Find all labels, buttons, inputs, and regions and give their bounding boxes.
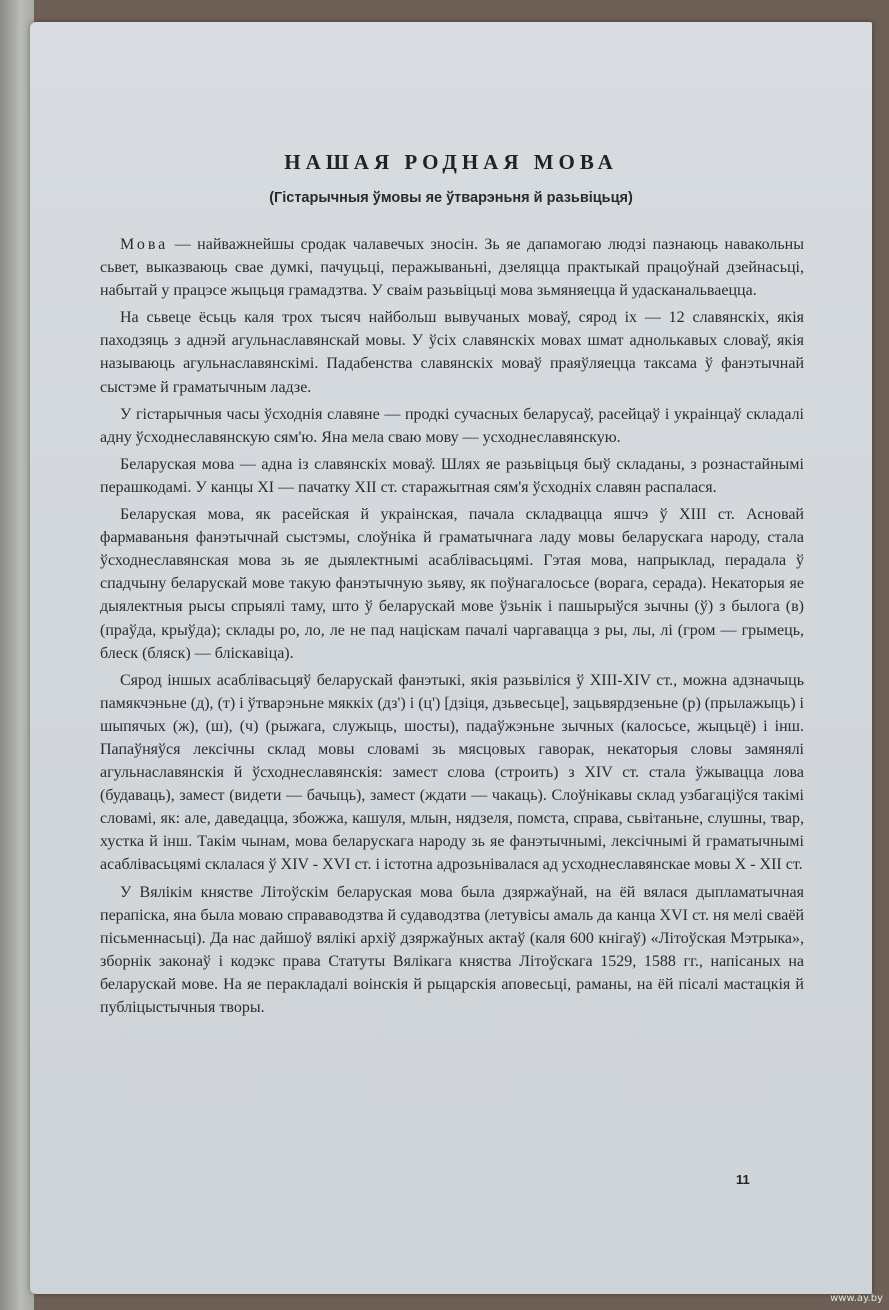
lead-word: Мова [120,236,169,253]
paragraph: Беларуская мова, як расейская й украінская, пачала складвацца яшчэ ў XIII ст. Асновай фармаваньня фанэтычнай сыстэмы, слоўніка й граматычнага ладу мовы беларускага народу, стала ўсходнеславянская мова зь яе дыялектнымі асаблівасьцямі. Гэтая мова, напрыклад, перадала ў спадчыну беларускай мове такую фанэтычную зьяву, як поўнагалосьсе (ворага, серада). Некаторыя яе дыялектныя рысы спрыялі таму, што ў беларускай мове ўзьнік і пашырыўся зычны (ў) з былога (в) (праўда, крыўда); склады ро, ло, ле не пад націскам пачалі чаргавацца з ры, лы, лі (гром — грымець, блеск (бляск) — бліскавіца). [100,506,804,662]
paragraph: Беларуская мова — адна із славянскіх моваў. Шлях яе разьвіцьця быў складаны, з рознастайнымі перашкодамі. У канцы XI — пачатку XII ст. старажытная сям'я ўсходніх славян распалася. [100,455,804,496]
page-number: 11 [736,1172,750,1187]
page-subtitle: (Гістарычныя ўмовы яе ўтварэньня й разьвіцьця) [269,190,633,206]
page-title: НАШАЯ РОДНАЯ МОВА [284,150,618,174]
paragraph: У Вялікім княстве Літоўскім беларуская мова была дзяржаўнай, на ёй вялася дыпламатычная перапіска, яна была моваю справаводзтва й судаводзтва (летувісы амаль да канца XVI ст. ня мелі сваёй пісьменнасьці). Да нас дайшоў вялікі архіў дзяржаўных актаў (каля 600 кнігаў) «Літоўская Мэтрыка», зборнік законаў і кодэкс права Статуты Вялікага княства Літоўскага 1529, 1588 гг., напісаных на беларускай мове. На яе перакладалі воінскія й рыцарскія аповесьці, раманы, на ёй пісалі мастацкія й публіцыстычныя творы. [100,883,804,1016]
book-page [30,22,872,1294]
article-body [100,233,804,1023]
previous-page-edge [0,0,34,1310]
paragraph [100,233,804,302]
paragraph: На сьвеце ёсьць каля трох тысяч найбольш вывучаных моваў, сярод іх — 12 славянскіх, якія паходзяць з аднэй агульнаславянскай мовы. У ўсіх славянскіх мовах шмат аднолькавых словаў, якія называюць агульнаславянскімі. Падабенства славянскіх моваў праяўляецца таксама ў фанэтычнай сыстэме й граматычным ладзе. [100,309,804,396]
paragraph: Сярод іншых асаблівасьцяў беларускай фанэтыкі, якія разьвіліся ў XIII-XIV ст., можна адзначыць памякчэньне (д), (т) і ўтварэньне мяккіх (дз') і (ц') [дзіця, дзьвесьце], зацьвярдзеньне (р) (прылажыць) і шыпячых (ж), (ш), (ч) (рыжага, служыць, шосты), падаўжэньне зычных (калосьсе, жыцьцё) і інш. Папаўняўся лексічны склад мовы словамі зь мясцовых гаворак, некаторыя словы замянялі агульнаславянскія й ўсходнеславянскія: замест слова (строить) з XIV ст. стала ўжывацца лова (будаваць), замест (видети — бачыць), замест (ждати — чакаць). Слоўнікавы склад узбагаціўся такімі словамі, як: але, даведацца, збожжа, кашуля, млын, нядзеля, помста, справа, сьвітаньне, слушны, твар, хустка й інш. Такім чынам, мова беларускага народу зь яе фанэтычнымі, лексічнымі й граматычнымі асаблівасьцямі склалася ў XIV - XVI ст. і істотна адрозьнівалася ад усходнеславянскае мовы X - XII ст. [100,671,804,874]
paragraph: У гістарычныя часы ўсходнія славяне — продкі сучасных беларусаў, расейцаў і украінцаў складалі адну ўсходнеславянскую сям'ю. Яна мела сваю мову — усходнеславянскую. [100,405,804,446]
paragraph-text: — найважнейшы сродак чалавечых зносін. Зь яе дапамогаю людзі пазнаюць навакольны сьвет, выказваюць свае думкі, пачуцьці, перажываньні, дзеляцца практыкай працоўнай дзейнасьці, набытай у працэсе жыцьця грамадзтва. У сваім разьвіцьці мова зьмяняецца й удасканальваецца. [100,236,804,300]
watermark: www.ay.by [830,1293,883,1304]
